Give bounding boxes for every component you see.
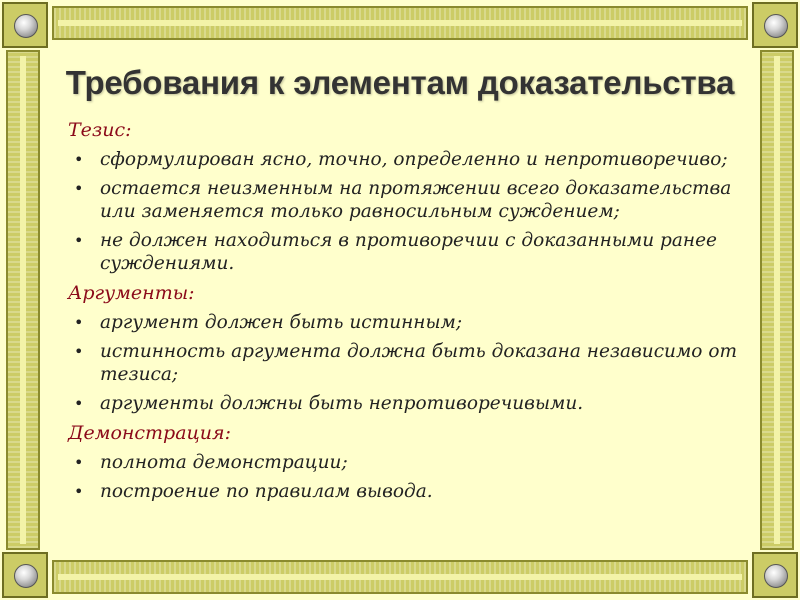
bullet-dot-icon: • — [74, 179, 84, 198]
list-item — [68, 177, 748, 223]
list-item — [68, 311, 748, 334]
frame-left-bar — [6, 50, 40, 550]
section-heading-arguments: Аргументы: — [68, 282, 195, 304]
list-item — [68, 229, 748, 275]
bullet-dot-icon: • — [74, 150, 84, 169]
bullet-dot-icon: • — [74, 231, 84, 250]
list-item — [68, 340, 748, 386]
bullet-dot-icon: • — [74, 482, 84, 501]
list-item-text: сформулирован ясно, точно, определенно и непротиворечиво; — [100, 149, 728, 170]
list-item-text: истинность аргумента должна быть доказана независимо от тезиса; — [100, 341, 738, 385]
slide-title: Требования к элементам доказательства — [65, 64, 735, 101]
slide-content — [68, 118, 748, 509]
corner-knob-icon — [2, 552, 48, 598]
bullet-dot-icon: • — [74, 313, 84, 332]
frame-right-bar — [760, 50, 794, 550]
corner-knob-icon — [752, 2, 798, 48]
demonstration-list — [68, 451, 748, 503]
corner-knob-icon — [752, 552, 798, 598]
section-heading-demonstration: Демонстрация: — [68, 422, 232, 444]
list-item-text: не должен находиться в противоречии с доказанными ранее суждениями. — [100, 230, 717, 274]
thesis-list — [68, 148, 748, 275]
arguments-list — [68, 311, 748, 415]
list-item — [68, 480, 748, 503]
frame-bottom-bar — [52, 560, 748, 594]
list-item — [68, 392, 748, 415]
bullet-dot-icon: • — [74, 394, 84, 413]
bullet-dot-icon: • — [74, 342, 84, 361]
frame-top-bar — [52, 6, 748, 40]
corner-knob-icon — [2, 2, 48, 48]
list-item-text: построение по правилам вывода. — [100, 481, 433, 502]
list-item — [68, 148, 748, 171]
list-item-text: остается неизменным на протяжении всего доказательства или заменяется только равносильным суждением; — [100, 178, 732, 222]
list-item — [68, 451, 748, 474]
bullet-dot-icon: • — [74, 453, 84, 472]
section-heading-thesis: Тезис: — [68, 119, 132, 141]
list-item-text: полнота демонстрации; — [100, 452, 348, 473]
list-item-text: аргументы должны быть непротиворечивыми. — [100, 393, 584, 414]
list-item-text: аргумент должен быть истинным; — [100, 312, 463, 333]
